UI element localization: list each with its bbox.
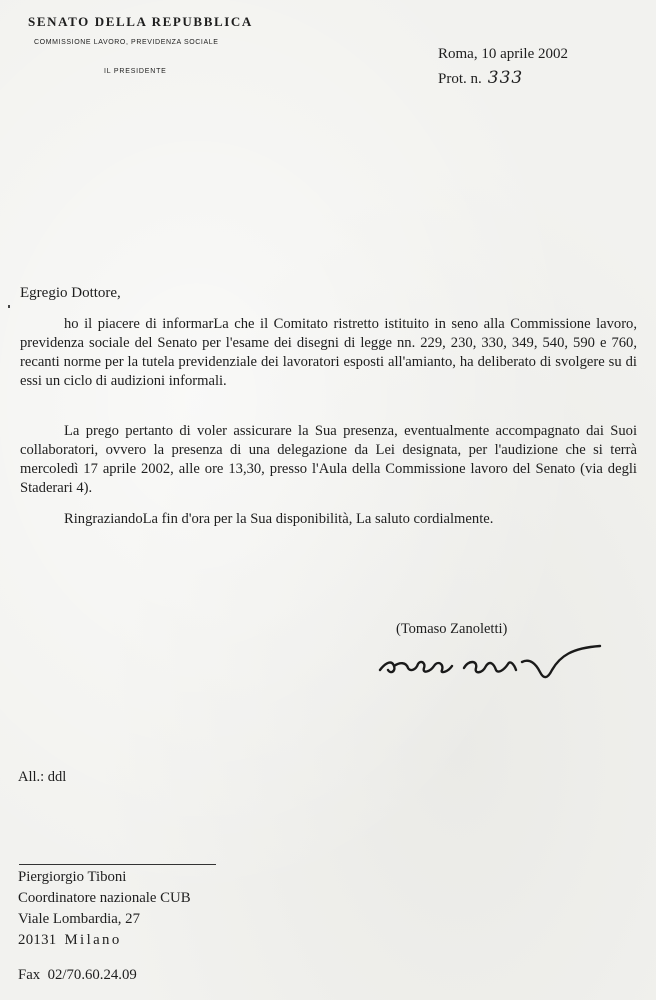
protocol-line bbox=[438, 68, 523, 88]
recipient-fax-line bbox=[18, 967, 137, 984]
body-paragraph-3: RingraziandoLa fin d'ora per la Sua disponibilità, La saluto cordialmente. bbox=[64, 511, 494, 527]
address-divider bbox=[19, 864, 216, 865]
body-paragraph-2: La prego pertanto di voler assicurare la Sua presenza, eventualmente accompagnato dai Suoi collaboratori, ovvero la presenza di una delegazione da Lei designata, per l'audizione che si terrà mercoledì 17 aprile 2002, alle ore 13,30, presso l'Aula della Commissione lavoro del Senato (via degli Staderari 4). bbox=[20, 423, 637, 496]
recipient-street: Viale Lombardia, 27 bbox=[18, 911, 140, 927]
letterhead-commission: COMMISSIONE LAVORO, PREVIDENZA SOCIALE bbox=[34, 39, 219, 46]
protocol-number: 333 bbox=[487, 68, 524, 88]
signatory-name: (Tomaso Zanoletti) bbox=[396, 621, 508, 637]
recipient-title: Coordinatore nazionale CUB bbox=[18, 890, 191, 906]
letter-date: Roma, 10 aprile 2002 bbox=[438, 46, 568, 62]
body-paragraph-1: ho il piacere di informarLa che il Comitato ristretto istituito in seno alla Commissione lavoro, previdenza sociale del Senato per l'esame dei disegni di legge nn. 229, 230, 330, 349, 540, 590 e 760, recanti norme per la tutela previdenziale dei lavoratori esposti all'amianto, ha deliberato di svolgere su di essi un ciclo di audizioni informali. bbox=[20, 316, 637, 389]
protocol-label: Prot. n. bbox=[438, 71, 482, 87]
fax-label: Fax bbox=[18, 967, 41, 983]
letterhead-role: IL PRESIDENTE bbox=[104, 68, 167, 75]
handwritten-signature bbox=[372, 640, 632, 684]
attachment-note: All.: ddl bbox=[18, 769, 67, 785]
recipient-name: Piergiorgio Tiboni bbox=[18, 869, 127, 885]
salutation: Egregio Dottore, bbox=[20, 285, 121, 301]
scan-speck bbox=[8, 305, 10, 308]
recipient-city-line bbox=[18, 932, 122, 949]
fax-number: 02/70.60.24.09 bbox=[47, 967, 137, 983]
recipient-city: Milano bbox=[64, 932, 122, 948]
letterhead-institution: SENATO DELLA REPUBBLICA bbox=[28, 14, 253, 29]
recipient-postcode: 20131 bbox=[18, 932, 57, 948]
